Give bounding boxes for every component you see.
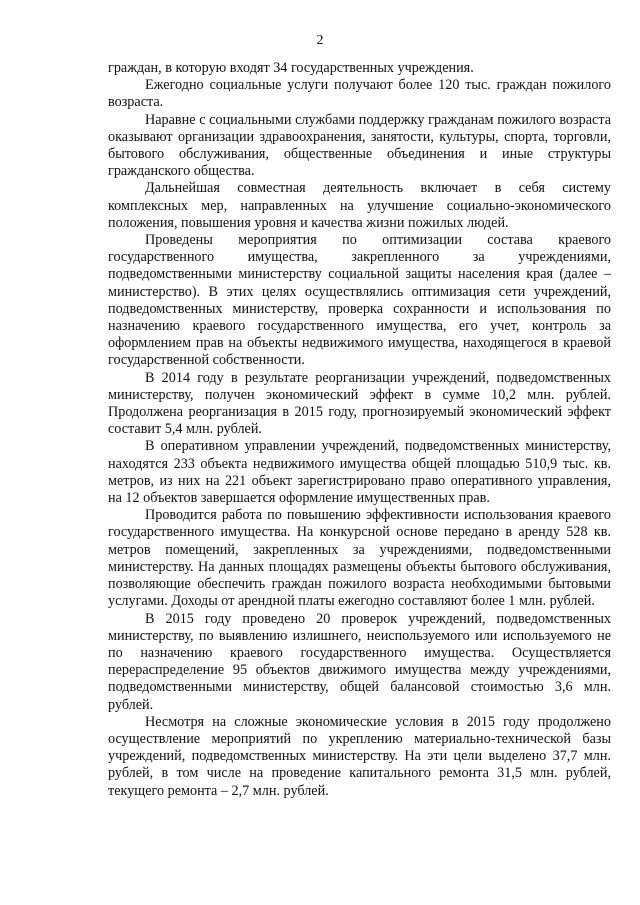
paragraph: Дальнейшая совместная деятельность включает в себя систему комплексных мер, направленных на улучшение социально-экономического положения, повышения уровня и качества жизни пожилых людей. bbox=[108, 180, 611, 231]
document-body bbox=[108, 60, 611, 800]
paragraph: Ежегодно социальные услуги получают более 120 тыс. граждан пожилого возраста. bbox=[108, 77, 611, 111]
paragraph: Проведены мероприятия по оптимизации состава краевого государственного имущества, закрепленного за учреждениями, подведомственными министерству социальной защиты населения края (далее – министерство). В этих целях осуществлялись оптимизация сети учреждений, подведомственных министерству, проверка сохранности и использования по назначению краевого государственного имущества, его учет, контроль за оформлением прав на объекты недвижимого имущества, находящегося в краевой государственной собственности. bbox=[108, 232, 611, 369]
paragraph: граждан, в которую входят 34 государственных учреждения. bbox=[108, 60, 474, 76]
paragraph: В оперативном управлении учреждений, подведомственных министерству, находятся 233 объекта недвижимого имущества общей площадью 510,9 тыс. кв. метров, из них на 221 объект зарегистрировано право оперативного управления, на 12 объектов завершается оформление имущественных прав. bbox=[108, 438, 611, 507]
paragraph: В 2014 году в результате реорганизации учреждений, подведомственных министерству, получен экономический эффект в сумме 10,2 млн. рублей. Продолжена реорганизация в 2015 году, прогнозируемый экономический эффект составит 5,4 млн. рублей. bbox=[108, 369, 611, 438]
paragraph: Наравне с социальными службами поддержку гражданам пожилого возраста оказывают организации здравоохранения, занятости, культуры, спорта, торговли, бытового обслуживания, общественные объединения и иные структуры гражданского общества. bbox=[108, 111, 611, 180]
page-number: 2 bbox=[316, 33, 324, 48]
paragraph: Несмотря на сложные экономические условия в 2015 году продолжено осуществление мероприятий по укреплению материально-технической базы учреждений, подведомственных министерству. На эти цели выделено 37,7 млн. рублей, в том числе на проведение капитального ремонта 31,5 млн. рублей, текущего ремонта – 2,7 млн. рублей. bbox=[108, 713, 611, 799]
paragraph: В 2015 году проведено 20 проверок учреждений, подведомственных министерству, по выявлению излишнего, неиспользуемого или используемого не по назначению краевого государственного имущества. Осуществляется перераспределение 95 объектов движимого имущества между учреждениями, подведомственными министерству, общей балансовой стоимостью 3,6 млн. рублей. bbox=[108, 610, 611, 713]
paragraph: Проводится работа по повышению эффективности использования краевого государственного имущества. На конкурсной основе передано в аренду 528 кв. метров помещений, закрепленных за учреждениями, подведомственными министерству. На данных площадях размещены объекты бытового обслуживания, позволяющие обеспечить граждан пожилого возраста необходимыми бытовыми услугами. Доходы от арендной платы ежегодно составляют более 1 млн. рублей. bbox=[108, 507, 611, 610]
